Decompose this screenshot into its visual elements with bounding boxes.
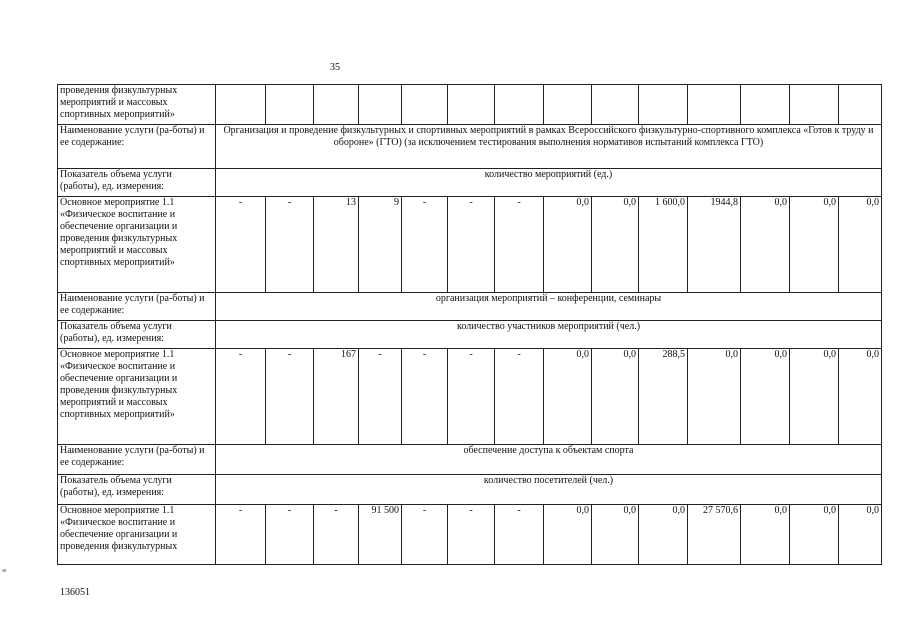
- value-cell: -: [359, 349, 402, 445]
- edge-mark: ≡: [2, 566, 7, 575]
- value-cell: -: [448, 505, 495, 565]
- table-row: [58, 293, 882, 321]
- document-code: 136051: [60, 587, 90, 598]
- table-row: [58, 445, 882, 475]
- value-cell: -: [216, 349, 266, 445]
- value-cell: -: [495, 505, 544, 565]
- value-cell: [216, 85, 266, 125]
- value-cell: 1 600,0: [639, 197, 688, 293]
- row-label: Основное мероприятие 1.1 «Физическое воспитание и обеспечение организации и проведения физкультурных мероприятий и массовых спортивных мероприятий»: [58, 349, 216, 445]
- value-cell: -: [448, 197, 495, 293]
- value-cell: [402, 85, 448, 125]
- value-cell: [266, 85, 314, 125]
- row-label: Показатель объема услуги (работы), ед. измерения:: [58, 475, 216, 505]
- value-cell: -: [402, 349, 448, 445]
- value-cell: -: [216, 197, 266, 293]
- value-cell: 0,0: [741, 505, 790, 565]
- row-label: Наименование услуги (ра-боты) и ее содержание:: [58, 125, 216, 169]
- value-cell: [314, 85, 359, 125]
- value-cell: 0,0: [790, 505, 839, 565]
- value-cell: 0,0: [592, 349, 639, 445]
- value-cell: -: [495, 349, 544, 445]
- row-label: Основное мероприятие 1.1 «Физическое воспитание и обеспечение организации и проведения физкультурных: [58, 505, 216, 565]
- value-cell: 0,0: [688, 349, 741, 445]
- value-cell: 0,0: [839, 349, 882, 445]
- value-cell: 13: [314, 197, 359, 293]
- value-cell: [448, 85, 495, 125]
- value-cell: [741, 85, 790, 125]
- value-cell: 0,0: [592, 197, 639, 293]
- value-cell: -: [266, 197, 314, 293]
- table-row: [58, 475, 882, 505]
- table-row: [58, 125, 882, 169]
- value-cell: [790, 85, 839, 125]
- table-row: [58, 505, 882, 565]
- value-cell: -: [266, 349, 314, 445]
- value-cell: 0,0: [639, 505, 688, 565]
- value-cell: [359, 85, 402, 125]
- row-label: Основное мероприятие 1.1 «Физическое воспитание и обеспечение организации и проведения физкультурных мероприятий и массовых спортивных мероприятий»: [58, 197, 216, 293]
- value-cell: 9: [359, 197, 402, 293]
- value-cell: 167: [314, 349, 359, 445]
- value-cell: 0,0: [790, 197, 839, 293]
- value-cell: -: [266, 505, 314, 565]
- service-description-cell: обеспечение доступа к объектам спорта: [216, 445, 882, 475]
- value-cell: -: [495, 197, 544, 293]
- value-cell: -: [314, 505, 359, 565]
- value-cell: 27 570,6: [688, 505, 741, 565]
- value-cell: [544, 85, 592, 125]
- table-row: [58, 349, 882, 445]
- value-cell: -: [216, 505, 266, 565]
- service-description-cell: Организация и проведение физкультурных и спортивных мероприятий в рамках Всероссийского физкультурно-спортивного комплекса «Готов к труду и обороне» (ГТО) (за исключением тестирования выполнения нормативов испытаний комплекса ГТО): [216, 125, 882, 169]
- program-table: [57, 84, 882, 565]
- value-cell: 0,0: [741, 349, 790, 445]
- table-row: [58, 169, 882, 197]
- row-label: Показатель объема услуги (работы), ед. измерения:: [58, 169, 216, 197]
- value-cell: [639, 85, 688, 125]
- row-label: Наименование услуги (ра-боты) и ее содержание:: [58, 445, 216, 475]
- table-row: [58, 85, 882, 125]
- value-cell: 0,0: [741, 197, 790, 293]
- table-row: [58, 197, 882, 293]
- value-cell: -: [402, 505, 448, 565]
- service-description-cell: количество посетителей (чел.): [216, 475, 882, 505]
- service-description-cell: организация мероприятий – конференции, семинары: [216, 293, 882, 321]
- service-description-cell: количество мероприятий (ед.): [216, 169, 882, 197]
- value-cell: [495, 85, 544, 125]
- row-label: Показатель объема услуги (работы), ед. измерения:: [58, 321, 216, 349]
- value-cell: [688, 85, 741, 125]
- value-cell: 0,0: [544, 197, 592, 293]
- row-label: проведения физкультурных мероприятий и массовых спортивных мероприятий»: [58, 85, 216, 125]
- value-cell: -: [402, 197, 448, 293]
- value-cell: 288,5: [639, 349, 688, 445]
- service-description-cell: количество участников мероприятий (чел.): [216, 321, 882, 349]
- value-cell: 91 500: [359, 505, 402, 565]
- value-cell: [839, 85, 882, 125]
- page-number: 35: [330, 62, 340, 73]
- value-cell: 0,0: [544, 349, 592, 445]
- value-cell: 1944,8: [688, 197, 741, 293]
- row-label: Наименование услуги (ра-боты) и ее содержание:: [58, 293, 216, 321]
- value-cell: 0,0: [790, 349, 839, 445]
- value-cell: 0,0: [839, 505, 882, 565]
- value-cell: 0,0: [544, 505, 592, 565]
- value-cell: [592, 85, 639, 125]
- value-cell: -: [448, 349, 495, 445]
- value-cell: 0,0: [839, 197, 882, 293]
- table-row: [58, 321, 882, 349]
- value-cell: 0,0: [592, 505, 639, 565]
- program-table-body: [58, 85, 882, 565]
